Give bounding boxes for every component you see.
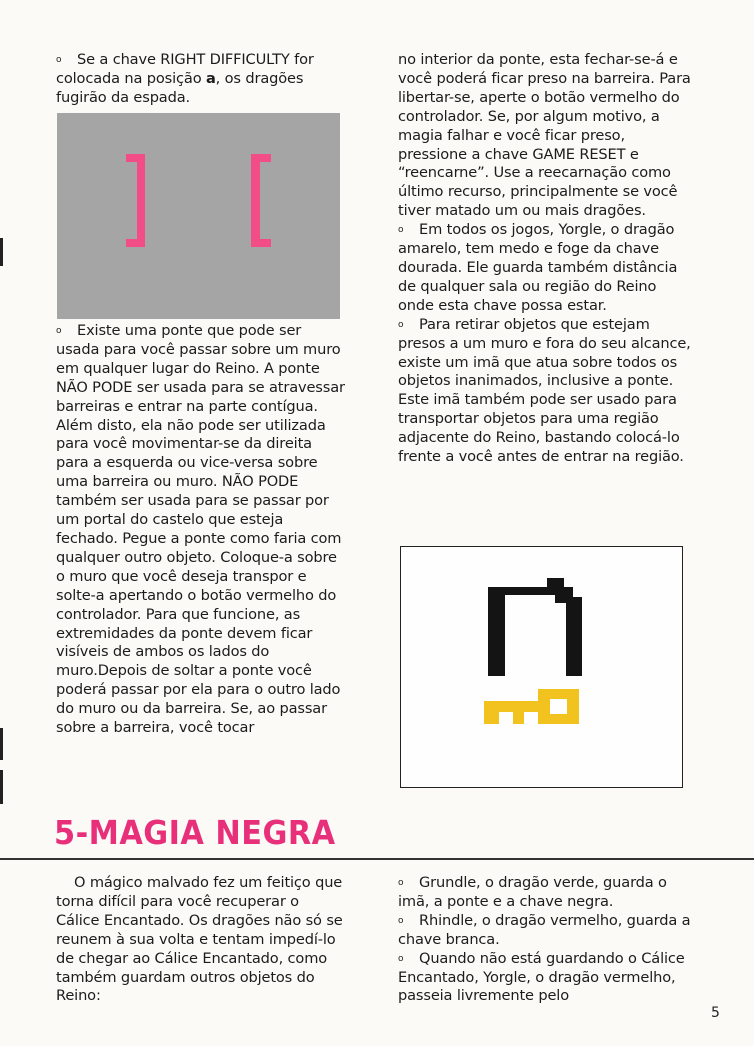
bullet-icon: [56, 322, 77, 341]
bullet-icon: [398, 874, 419, 893]
bullet-icon: [398, 316, 419, 335]
bridge-icon: [57, 113, 340, 319]
page-number: 5: [711, 1005, 720, 1021]
binding-mark: [0, 728, 3, 760]
text-column-left-middle: [56, 322, 346, 738]
binding-mark: [0, 770, 3, 804]
magnet-icon: [488, 578, 582, 676]
text-column-right-bottom: [398, 874, 693, 1006]
magnet-key-illustration: [400, 546, 683, 788]
bridge-left-bracket: [126, 154, 145, 247]
paragraph-yorgle: oEm todos os jogos, Yorgle, o dragão amarelo, tem medo e foge da chave dourada. Ele guarda também distância de qualquer sala ou região do Reino onde esta chave possa estar.: [398, 221, 693, 316]
section-divider: [0, 858, 754, 860]
paragraph-magnet: oPara retirar objetos que estejam presos a um muro e fora do seu alcance, existe um imã que atua sobre todos os objetos inanimados, inclusive a ponte. Este imã também pode ser usado para transportar objetos para uma região adjacente do Reino, bastando colocá-lo frente a você antes de entrar na região.: [398, 316, 693, 467]
section-heading: 5-MAGIA NEGRA: [54, 813, 336, 852]
magnet-key-icon: [401, 547, 681, 786]
paragraph-difficulty: oSe a chave RIGHT DIFFICULTY for colocada na posição a, os dragões fugirão da espada.: [56, 51, 346, 108]
paragraph-bridge: oExiste uma ponte que pode ser usada para você passar sobre um muro em qualquer lugar do Reino. A ponte NÃO PODE ser usada para se atravessar barreiras e entrar na parte contígua. Além disto, ela não pode ser utilizada para você movimentar-se da direita para a esquerda ou vice-versa sobre uma barreira ou muro. NÃO PODE também ser usada para se passar por um portal do castelo que esteja fechado. Pegue a ponte como faria com qualquer outro objeto. Coloque-a sobre o muro que você deseja transpor e solte-a apertando o botão vermelho do controlador. Para que funcione, as extremidades da ponte devem ficar visíveis de ambos os lados do muro.Depois de soltar a ponte você poderá passar por ela para o outro lado do muro ou da barreira. Se, ao passar sobre a barreira, você tocar: [56, 322, 346, 738]
paragraph-black-magic: O mágico malvado fez um feitiço que torna difícil para você recuperar o Cálice Encantado. Os dragões não só se reunem à sua volta e tentam impedí-lo de chegar ao Cálice Encantado, como também guardam outros objetos do Reino:: [56, 874, 343, 1005]
bridge-right-bracket: [251, 154, 271, 247]
text-column-left-bottom: [56, 874, 346, 1006]
key-icon: [484, 689, 579, 724]
paragraph-yorgle-roams: oQuando não está guardando o Cálice Encantado, Yorgle, o dragão vermelho, passeia livremente pelo: [398, 950, 693, 1007]
binding-mark: [0, 238, 3, 266]
paragraph-rhindle: oRhindle, o dragão vermelho, guarda a chave branca.: [398, 912, 693, 950]
bullet-icon: [398, 221, 419, 240]
paragraph-grundle: oGrundle, o dragão verde, guarda o imã, a ponte e a chave negra.: [398, 874, 693, 912]
bullet-icon: [398, 912, 419, 931]
paragraph-bridge-continued: no interior da ponte, esta fechar-se-á e você poderá ficar preso na barreira. Para libertar-se, aperte o botão vermelho do controlador. Se, por algum motivo, a magia falhar e você ficar preso, pressione a chave GAME RESET e “reencarne”. Use a reecarnação como último recurso, principalmente se você tiver matado um ou mais dragões.: [398, 51, 691, 220]
text-column-right-top: [398, 51, 693, 467]
text-column-left-top: [56, 51, 346, 108]
bullet-icon: [56, 51, 77, 70]
bullet-icon: [398, 950, 419, 969]
bridge-illustration: [57, 113, 340, 319]
